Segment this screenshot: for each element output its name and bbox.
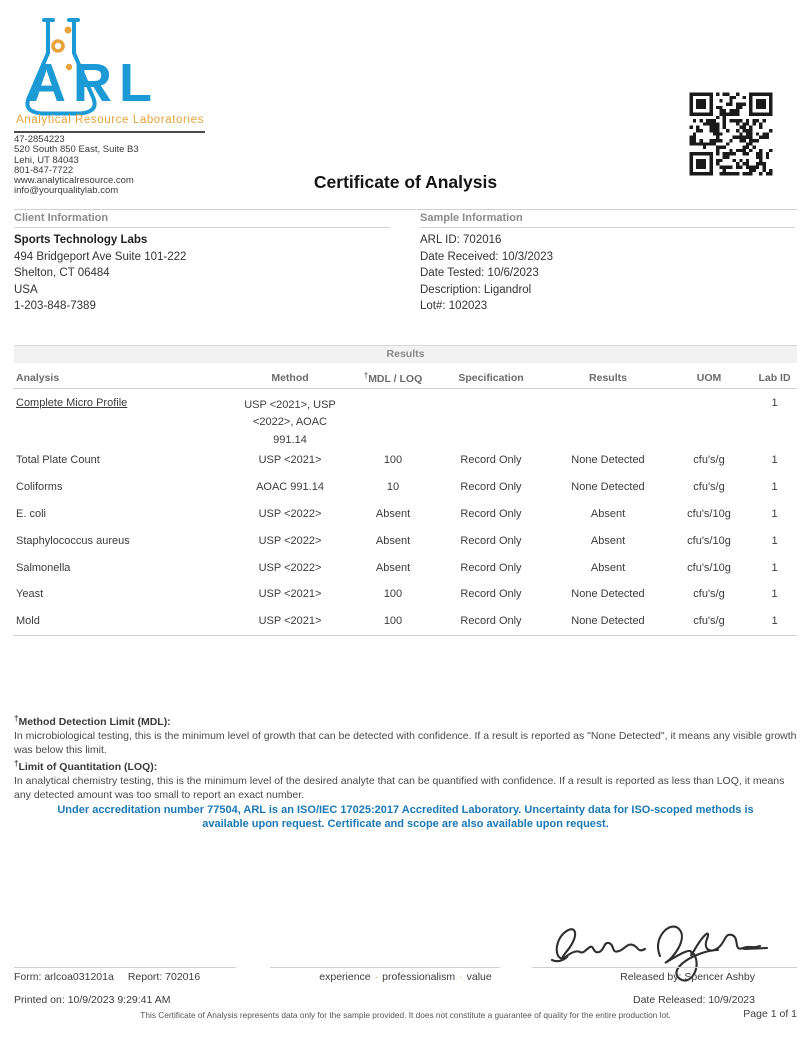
client-country: USA	[14, 283, 38, 296]
group-lab-id: 1	[771, 397, 778, 409]
table-row: Coliforms AOAC 991.14 10 Record Only None Detected cfu's/g 1	[16, 481, 778, 494]
col-results: Results	[589, 372, 627, 384]
client-name: Sports Technology Labs	[14, 234, 148, 246]
page-number: Page 1 of 1	[743, 1008, 797, 1020]
sample-date-received: Date Received: 10/3/2023	[420, 250, 553, 263]
dot-separator: ·	[459, 971, 463, 983]
dot-separator: ·	[374, 971, 379, 983]
table-row: Mold USP <2021> 100 Record Only None Detected cfu's/g 1	[16, 615, 778, 628]
table-row: Staphylococcus aureus USP <2022> Absent Record Only Absent cfu's/10g 1	[16, 534, 778, 547]
results-band-heading: Results	[14, 345, 797, 363]
group-method: USP <2021>, USP <2022>, AOAC 991.14	[244, 399, 336, 446]
col-specification: Specification	[458, 372, 524, 384]
lab-reg-number: 47-2854223	[14, 134, 65, 145]
footer-rule-center	[270, 967, 500, 968]
sample-arl-id: ARL ID: 702016	[420, 234, 502, 246]
table-row: E. coli USP <2022> Absent Record Only Absent cfu's/10g 1	[16, 507, 778, 520]
lab-phone: 801-847-7722	[14, 164, 74, 176]
sample-info-rule	[420, 227, 795, 228]
date-released: Date Released: 10/9/2023	[632, 994, 755, 1006]
analysis-group-title: Complete Micro Profile	[16, 397, 128, 409]
lab-city: Lehi, UT 84043	[14, 154, 79, 166]
client-info-rule	[14, 227, 390, 228]
report-number: Report: 702016	[127, 971, 201, 983]
results-table	[14, 345, 797, 636]
footer-disclaimer: This Certificate of Analysis represents data only for the sample provided. It does not constitute a guarantee of quality for the entire production lot.	[140, 1010, 671, 1020]
table-row: Salmonella USP <2022> Absent Record Only Absent cfu's/10g 1	[16, 561, 778, 574]
table-row	[14, 389, 797, 447]
sample-date-tested: Date Tested: 10/6/2023	[420, 267, 539, 280]
sample-info-heading: Sample Information	[420, 212, 523, 224]
col-mdl-loq: †MDL / LOQ	[363, 371, 423, 385]
accreditation-statement: Under accreditation number 77504, ARL is an ISO/IEC 17025:2017 Accredited Laboratory. Uncertainty data for ISO-scoped methods is available upon request. Certificate and scope are also available upon request.	[57, 804, 754, 830]
client-address1: 494 Bridgeport Ave Suite 101-222	[14, 250, 187, 263]
lab-website: www.analyticalresource.com	[14, 175, 134, 187]
loq-footnote-heading: †Limit of Quantitation (LOQ):	[14, 759, 158, 773]
form-number: Form: arlcoa031201a	[14, 971, 114, 983]
logo-rule	[14, 131, 205, 133]
section-divider	[14, 209, 797, 210]
results-header-row	[14, 363, 797, 389]
arl-tagline: Analytical Resource Laboratories	[16, 114, 204, 126]
client-address2: Shelton, CT 06484	[14, 267, 110, 280]
mdl-footnote-heading: †Method Detection Limit (MDL):	[14, 714, 171, 728]
released-by: Released by: Spencer Ashby	[620, 971, 755, 983]
footnotes	[14, 712, 797, 802]
table-row: Total Plate Count USP <2021> 100 Record Only None Detected cfu's/g 1	[16, 454, 778, 467]
footer-rule-right	[532, 967, 797, 968]
footer-rule-left	[14, 967, 236, 968]
qr-code	[679, 82, 783, 186]
sample-info-block	[420, 232, 553, 315]
loq-footnote-text: In analytical chemistry testing, this is the minimum level of the desired analyte that can be quantified with confidence. If a result is reported as less than LOQ, it means any detected amount was too small to report an exact number.	[14, 775, 785, 801]
col-uom: UOM	[696, 372, 722, 384]
mdl-footnote-text: In microbiological testing, this is the minimum level of growth that can be detected with confidence. If a result is reported as "None Detected", it means any visible growth was below this limit.	[14, 730, 797, 756]
arl-acronym: ARL	[27, 53, 159, 113]
bubble-icon	[65, 27, 72, 34]
client-phone: 1-203-848-7389	[14, 300, 96, 313]
table-row: Yeast USP <2021> 100 Record Only None Detected cfu's/g 1	[16, 588, 778, 601]
lab-street: 520 South 850 East, Suite B3	[14, 144, 139, 156]
footer-motto: experience · professionalism · value	[319, 971, 492, 983]
printed-on: Printed on: 10/9/2023 9:29:41 AM	[14, 994, 171, 1006]
document-title: Certificate of Analysis	[313, 172, 498, 192]
sample-lot: Lot#: 102023	[420, 300, 488, 313]
col-lab-id: Lab ID	[758, 372, 791, 384]
col-analysis: Analysis	[16, 372, 60, 384]
col-method: Method	[271, 372, 309, 384]
dagger-icon: †	[363, 371, 369, 380]
client-info-heading: Client Information	[14, 212, 109, 224]
bubble-icon	[53, 41, 63, 51]
sample-description: Description: Ligandrol	[420, 283, 532, 296]
lab-email: info@yourqualitylab.com	[14, 185, 119, 197]
client-info-block	[14, 232, 186, 315]
